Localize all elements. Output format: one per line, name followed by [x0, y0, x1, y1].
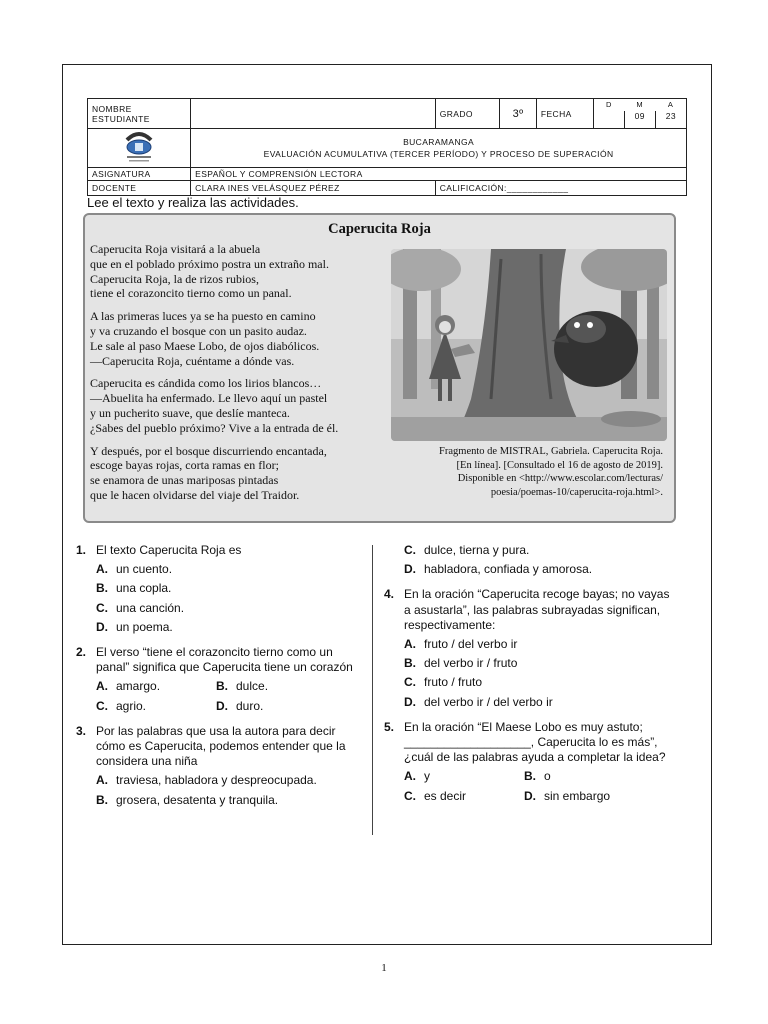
option[interactable]: [96, 773, 361, 788]
question-3: [76, 724, 361, 770]
option[interactable]: [216, 699, 336, 714]
caption-line: poesia/poemas-10/caperucita-roja.html>.: [490, 486, 663, 498]
poem-box: [83, 213, 676, 523]
institution-cell: [191, 129, 687, 168]
option[interactable]: [96, 620, 361, 635]
option[interactable]: [404, 656, 674, 671]
date-header-a: A: [667, 99, 674, 109]
option[interactable]: [404, 789, 524, 804]
option-text: dulce, tierna y pura.: [424, 543, 530, 557]
column-divider: [372, 545, 373, 835]
instructions: Lee el texto y realiza las actividades.: [87, 195, 299, 210]
question-2: [76, 645, 361, 675]
option-letter: A.: [404, 637, 416, 652]
docente-label: DOCENTE: [88, 181, 191, 196]
calificacion-field[interactable]: CALIFICACIÓN:____________: [435, 181, 686, 196]
date-day[interactable]: [594, 111, 625, 128]
option-row: [96, 699, 361, 714]
date-year[interactable]: 23: [665, 110, 677, 121]
option-letter: C.: [96, 600, 108, 615]
option-text: amargo.: [116, 679, 161, 694]
option-text: duro.: [236, 698, 264, 713]
option[interactable]: [404, 637, 674, 652]
option-letter: A.: [404, 769, 416, 784]
question-4: [384, 587, 674, 633]
option[interactable]: [96, 699, 216, 714]
asignatura-label: ASIGNATURA: [88, 168, 191, 181]
option-text: un cuento.: [116, 562, 173, 577]
option[interactable]: [524, 769, 644, 784]
option-text: una canción.: [116, 600, 185, 615]
poem-line: —Caperucita Roja, cuéntame a dónde vas.: [90, 353, 295, 368]
option-letter: B.: [404, 656, 416, 671]
date-header-d: D: [606, 99, 612, 109]
option-letter: B.: [96, 581, 108, 596]
option-text: agrio.: [116, 698, 147, 713]
option-letter: A.: [96, 679, 108, 694]
option-letter: A.: [96, 773, 108, 788]
question-text: Por las palabras que usa la autora para decir cómo es Caperucita, podemos entender que la considera una niña: [96, 723, 346, 769]
poem-line: que le hacen olvidarse del viaje del Traidor.: [90, 487, 300, 502]
poem-line: A las primeras luces ya se ha puesto en camino: [90, 309, 316, 324]
option-text: habladora, confiada y amorosa.: [424, 562, 593, 577]
poem-line: tiene el corazoncito tierno como un panal.: [90, 286, 292, 301]
option[interactable]: [404, 769, 524, 784]
docente-value: CLARA INES VELÁSQUEZ PÉREZ: [191, 181, 436, 196]
option[interactable]: [216, 679, 336, 694]
option[interactable]: [96, 562, 361, 577]
poem-line: ¿Sabes del pueblo próximo? Vive a la entrada de él.: [90, 420, 339, 435]
school-logo-icon: [109, 130, 169, 164]
option-letter: D.: [404, 562, 416, 577]
stanza-4: [90, 444, 390, 503]
nombre-label: NOMBRE ESTUDIANTE: [88, 99, 191, 129]
poem-line: Caperucita Roja, la de rizos rubios,: [90, 271, 259, 286]
poem-line: Y después, por el bosque discurriendo encantada,: [90, 443, 327, 458]
red-riding-hood-wolf-image: [391, 249, 667, 441]
option-letter: B.: [524, 769, 536, 784]
poem-line: que en el poblado próximo postra un extraño mal.: [90, 256, 329, 271]
option[interactable]: [404, 695, 674, 710]
stanza-3: [90, 376, 390, 435]
option-row: [404, 789, 674, 804]
poem-text: [90, 242, 390, 511]
question-text: El texto Caperucita Roja es: [96, 543, 242, 557]
header-table: [87, 98, 687, 196]
option-letter: D.: [96, 619, 108, 634]
question-text: En la oración “Caperucita recoge bayas; no vayas a asustarla”, las palabras subrayadas significan, respectivamente:: [404, 587, 670, 632]
option[interactable]: [96, 793, 361, 808]
option-text: del verbo ir / fruto: [424, 656, 518, 671]
nombre-value[interactable]: [191, 99, 436, 129]
option-text: traviesa, habladora y despreocupada.: [116, 773, 317, 788]
questions-right-column: [384, 543, 674, 808]
option-letter: D.: [404, 694, 416, 709]
fecha-label: FECHA: [536, 99, 593, 129]
option[interactable]: [524, 789, 644, 804]
question-number: 5.: [384, 719, 395, 734]
option-text: un poema.: [116, 619, 173, 634]
stanza-2: [90, 309, 390, 368]
question-number: 2.: [76, 645, 87, 660]
option-letter: C.: [404, 543, 416, 557]
question-1: [76, 543, 361, 558]
option[interactable]: [404, 543, 674, 558]
date-cell: [593, 99, 687, 129]
evaluation-title: EVALUACIÓN ACUMULATIVA (TERCER PERÍODO) Y PROCESO DE SUPERACIÓN: [263, 149, 614, 159]
poem-line: escoge bayas rojas, corta ramas en flor;: [90, 458, 279, 473]
option[interactable]: [404, 675, 674, 690]
school-name: BUCARAMANGA: [403, 137, 475, 147]
caption-line: [En línea]. [Consultado el 16 de agosto de 2019].: [456, 459, 663, 471]
option[interactable]: [404, 562, 674, 577]
poem-line: Le sale al paso Maese Lobo, de ojos diabólicos.: [90, 338, 320, 353]
date-header-m: M: [636, 99, 644, 109]
option-text: sin embargo: [544, 788, 611, 803]
option[interactable]: [96, 601, 361, 616]
poem-line: se enamora de unas mariposas pintadas: [90, 473, 279, 488]
grado-value: 3º: [500, 99, 537, 129]
question-number: 1.: [76, 543, 87, 557]
option-text: es decir: [424, 788, 467, 803]
caption-line: Disponible en <http://www.escolar.com/lecturas/: [457, 473, 663, 484]
poem-line: y un pucherito suave, que deslíe manteca.: [90, 405, 290, 420]
caption-line: Fragmento de MISTRAL, Gabriela. Caperucita Roja.: [439, 446, 663, 457]
option-text: del verbo ir / del verbo ir: [424, 694, 553, 709]
poem-line: —Abuelita ha enfermado. Le llevo aquí un pastel: [90, 391, 328, 406]
question-number: 4.: [384, 587, 395, 602]
poem-source-caption: [401, 445, 663, 499]
option-row: [96, 679, 361, 694]
option-text: o: [544, 769, 551, 784]
grado-label: GRADO: [435, 99, 500, 129]
question-5: [384, 720, 674, 766]
option-text: fruto / fruto: [424, 675, 483, 690]
forest-illustration: [391, 249, 667, 441]
option-letter: C.: [96, 698, 108, 713]
option-letter: C.: [404, 788, 416, 803]
option-row: [404, 769, 674, 784]
option-text: una copla.: [116, 581, 172, 596]
question-text: El verso “tiene el corazoncito tierno como un panal” significa que Caperucita tiene un corazón: [96, 645, 353, 675]
option[interactable]: [96, 679, 216, 694]
poem-line: y va cruzando el bosque con un pasito audaz.: [90, 323, 307, 338]
date-month[interactable]: 09: [625, 111, 656, 128]
page-number: 1: [381, 962, 387, 974]
school-logo-cell: [88, 129, 191, 168]
question-text: En la oración “El Maese Lobo es muy astuto; ___________________, Caperucita lo es más”, ¿cuál de las palabras ayuda a completar la idea?: [404, 719, 666, 765]
option-letter: B.: [96, 792, 108, 807]
option-letter: B.: [216, 679, 228, 694]
option-letter: D.: [524, 788, 536, 803]
option[interactable]: [96, 581, 361, 596]
option-letter: D.: [216, 698, 228, 713]
question-number: 3.: [76, 723, 87, 738]
stanza-1: [90, 242, 390, 301]
questions-left-column: [76, 543, 361, 812]
poem-line: Caperucita Roja visitará a la abuela: [90, 242, 261, 256]
option-text: grosera, desatenta y tranquila.: [116, 792, 279, 807]
option-letter: A.: [96, 562, 108, 577]
poem-line: Caperucita es cándida como los lirios blancos…: [90, 376, 322, 391]
asignatura-value: ESPAÑOL Y COMPRENSIÓN LECTORA: [191, 168, 687, 181]
poem-title: Caperucita Roja: [328, 221, 431, 237]
option-letter: C.: [404, 675, 416, 690]
option-text: fruto / del verbo ir: [424, 637, 518, 652]
option-text: dulce.: [236, 679, 269, 694]
option-text: y: [424, 769, 430, 784]
